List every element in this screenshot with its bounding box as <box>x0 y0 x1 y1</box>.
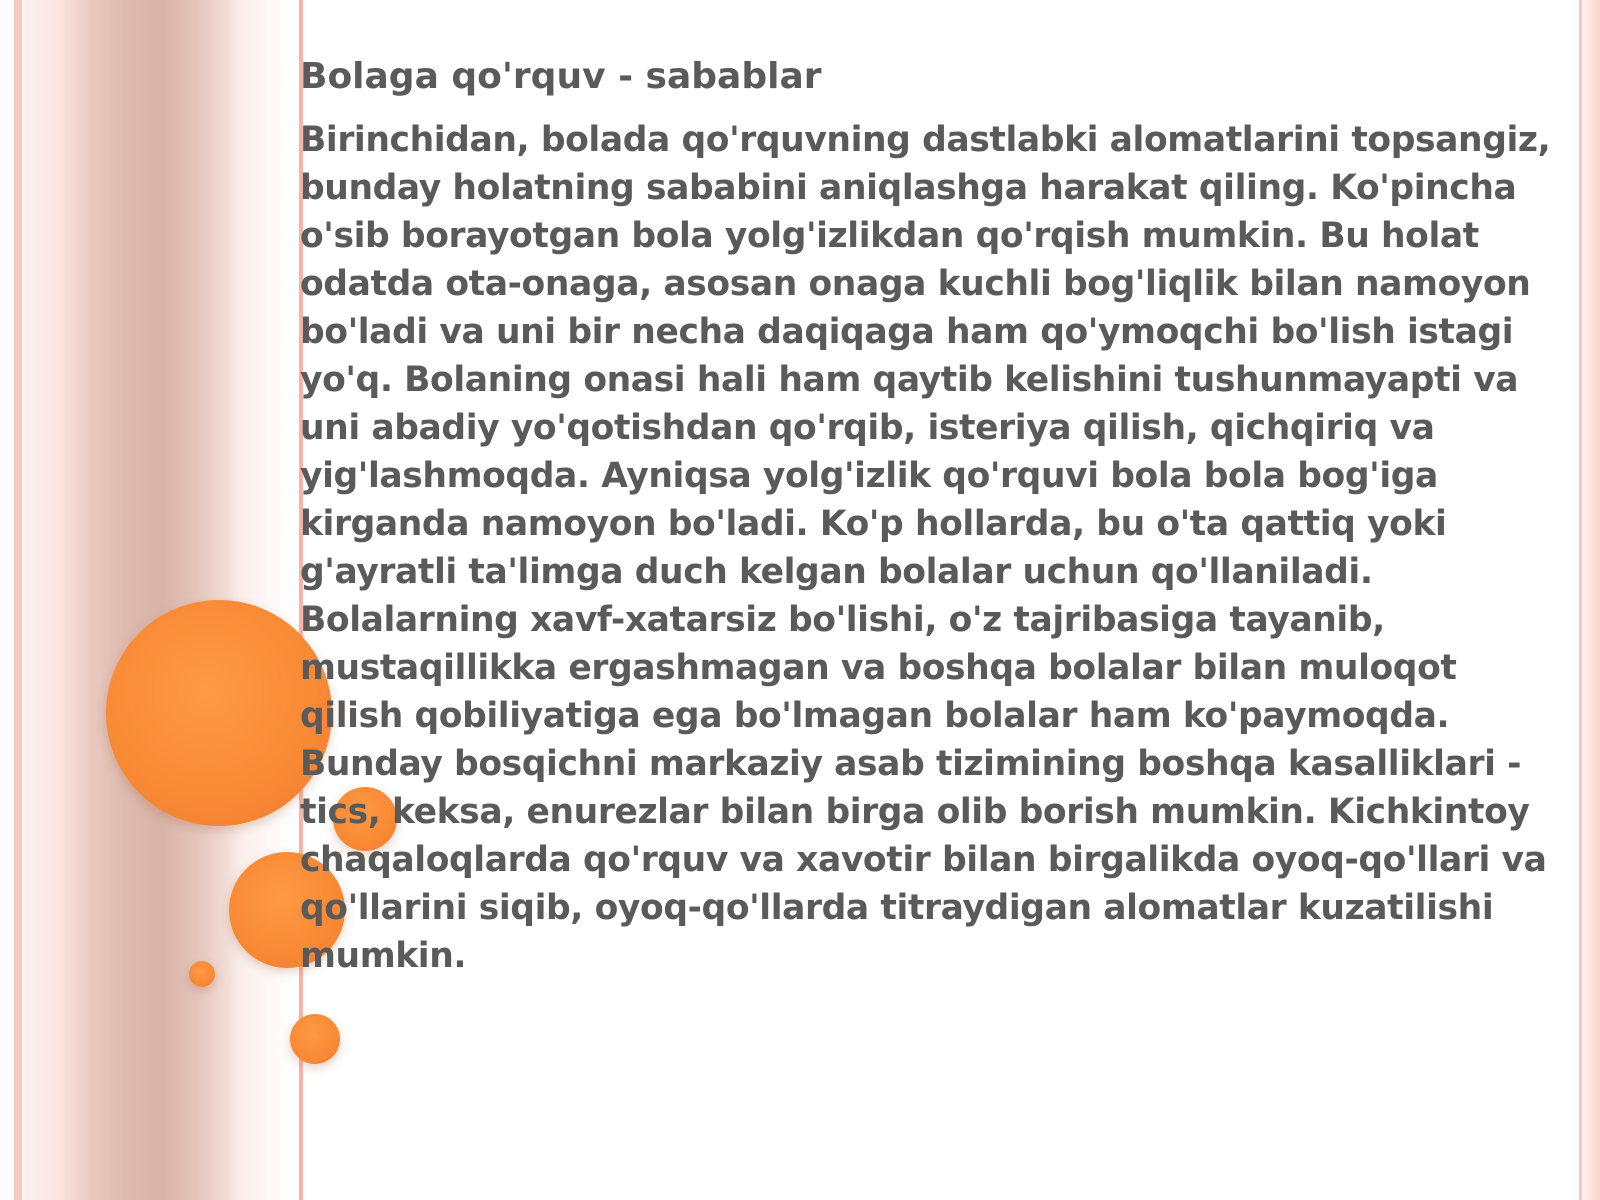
left-band-fade <box>244 0 294 1200</box>
left-edge-stripe <box>14 0 22 1200</box>
slide-content <box>300 54 1560 980</box>
slide-title: Bolaga qo'rquv - sabablar <box>300 56 822 97</box>
tiny-orange-circle <box>189 961 215 987</box>
small-orange-circle-bottom <box>290 1014 340 1064</box>
right-accent-line <box>1579 0 1582 1200</box>
large-orange-circle <box>106 600 332 826</box>
slide-body-text: Birinchidan, bolada qo'rquvning dastlabki alomatlarini topsangiz, bunday holatning sababini aniqlashga harakat qiling. Ko'pincha o'sib borayotgan bola yolg'izlikdan qo'rqish mumkin. Bu holat odatda ota-onaga, asosan onaga kuchli bog'liqlik bilan namoyon bo'ladi va uni bir necha daqiqaga ham qo'ymoqchi bo'lish istagi yo'q. Bolaning onasi hali ham qaytib kelishini tushunmayapti va uni abadiy yo'qotishdan qo'rqib, isteriya qilish, qichqiriq va yig'lashmoqda. Ayniqsa yolg'izlik qo'rquvi bola bola bog'iga kirganda namoyon bo'ladi. Ko'p hollarda, bu o'ta qattiq yoki g'ayratli ta'limga duch kelgan bolalar uchun qo'llaniladi. Bolalarning xavf-xatarsiz bo'lishi, o'z tajribasiga tayanib, mustaqillikka ergashmagan va boshqa bolalar bilan muloqot qilish qobiliyatiga ega bo'lmagan bolalar ham ko'paymoqda. Bunday bosqichni markaziy asab tizimining boshqa kasalliklari - tics, keksa, enurezlar bilan birga olib borish mumkin. Kichkintoy chaqaloqlarda qo'rquv va xavotir bilan birgalikda oyoq-qo'llari va qo'llarini siqib, oyoq-qo'llarda titraydigan alomatlar kuzatilishi mumkin. <box>300 120 1551 976</box>
